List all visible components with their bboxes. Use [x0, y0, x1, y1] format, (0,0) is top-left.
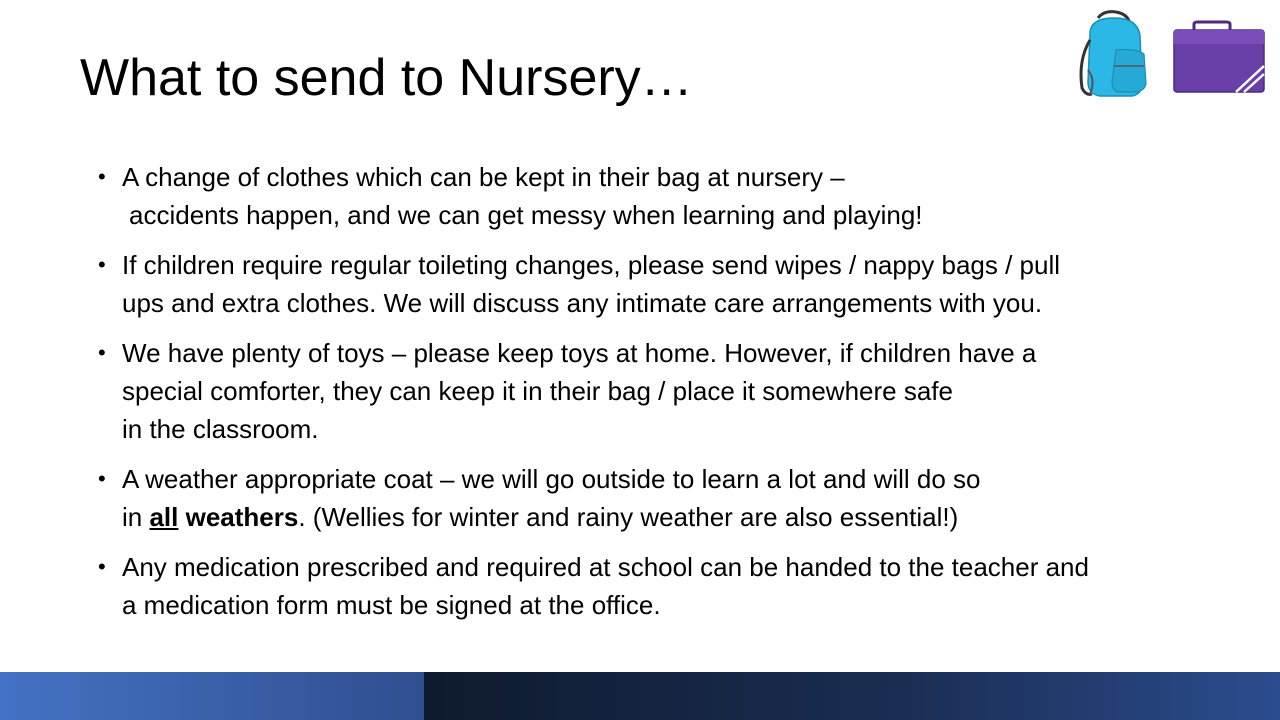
bullet-line: a medication form must be signed at the office. [122, 590, 661, 620]
bullet-list [98, 158, 1258, 636]
bag-illustrations [1076, 10, 1266, 100]
emphasis-all: all [149, 502, 179, 532]
bullet-toileting [98, 246, 1258, 322]
bullet-toys [98, 334, 1258, 448]
bullet-change-of-clothes [98, 158, 1258, 234]
bullet-coat [98, 460, 1258, 536]
backpack-icon [1081, 12, 1146, 96]
book-bag-icon [1174, 22, 1264, 92]
slide-title: What to send to Nursery… [80, 49, 693, 107]
bullet-line-weathers [122, 498, 1258, 536]
footer-band-right [424, 672, 1280, 720]
emphasis-weathers: weathers [178, 502, 299, 532]
text-suffix: . (Wellies for winter and rainy weather are also essential!) [298, 502, 959, 532]
bullet-line: in the classroom. [122, 414, 319, 444]
bullet-line: special comforter, they can keep it in their bag / place it somewhere safe [122, 376, 953, 406]
bullet-line: • If children require regular toileting changes, please send wipes / nappy bags / pull [122, 250, 1061, 280]
bullet-line: accidents happen, and we can get messy when learning and playing! [129, 200, 923, 230]
bullet-line: • A change of clothes which can be kept in their bag at nursery – [122, 162, 845, 192]
bullet-line: • A weather appropriate coat – we will go outside to learn a lot and will do so [122, 464, 981, 494]
footer-band [0, 672, 1280, 720]
footer-band-left [0, 672, 424, 720]
bullet-line: ups and extra clothes. We will discuss any intimate care arrangements with you. [122, 288, 1043, 318]
bullet-medication [98, 548, 1258, 624]
text-prefix: in [122, 502, 150, 532]
bullet-line: • We have plenty of toys – please keep toys at home. However, if children have a [122, 338, 1037, 368]
bullet-line: • Any medication prescribed and required at school can be handed to the teacher and [122, 552, 1089, 582]
